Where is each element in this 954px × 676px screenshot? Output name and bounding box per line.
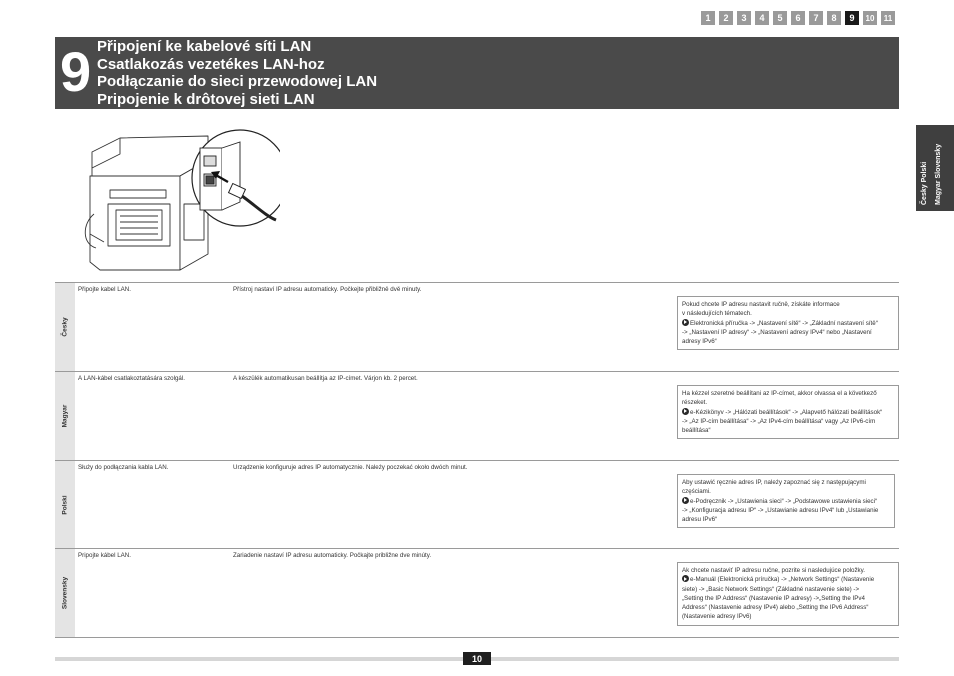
result-text: Urządzenie konfiguruje adres IP automatycznie. Należy poczekać około dwóch minut.	[233, 464, 468, 471]
step-instruction: A LAN-kábel csatlakoztatására szolgál.	[78, 375, 185, 382]
manual-link-icon	[682, 408, 689, 415]
section-czech	[55, 282, 899, 371]
printer-lan-illustration	[80, 124, 280, 274]
step-1[interactable]: 1	[701, 11, 715, 25]
step-2[interactable]: 2	[719, 11, 733, 25]
step-number: 9	[60, 40, 92, 103]
manual-link-icon	[682, 575, 689, 582]
step-instruction: Pripojte kábel LAN.	[78, 552, 131, 559]
section-polish	[55, 460, 899, 548]
title-hungarian: Csatlakozás vezetékes LAN-hoz	[97, 55, 325, 73]
step-6[interactable]: 6	[791, 11, 805, 25]
section-header	[55, 37, 899, 109]
step-instruction: Służy do podłączania kabla LAN.	[78, 464, 169, 471]
section-label: Magyar	[55, 372, 75, 460]
language-tab	[916, 125, 954, 211]
section-label: Slovensky	[55, 549, 75, 637]
language-tab-label-2: Magyar Slovensky	[935, 143, 942, 205]
note-box: Ha kézzel szeretné beállítani az IP-címet, akkor olvassa el a következő részeket. e-Kézikönyv -> „Hálózati beállítások“ -> „Alapvető hálózati beállítások“ -> „Az IP-cím beállítása“ -> „Az IPv4-cím beállítása“ vagy „Az IPv6-cím beállítása“	[677, 385, 899, 439]
title-slovak: Pripojenie k drôtovej sieti LAN	[97, 90, 315, 108]
step-4[interactable]: 4	[755, 11, 769, 25]
step-9-current[interactable]: 9	[845, 11, 859, 25]
page-number: 10	[463, 652, 491, 665]
note-box: Aby ustawić ręcznie adres IP, należy zapoznać się z następującymi częściami. e-Podręcznik -> „Ustawienia sieci“ -> „Podstawowe ustawienia sieci“ -> „Konfiguracja adresu IP“ -> „Ustawianie adresu IPv4“ lub „Ustawianie adresu IPv6“	[677, 474, 895, 528]
step-navigation	[701, 11, 895, 25]
step-7[interactable]: 7	[809, 11, 823, 25]
section-label: Polski	[55, 461, 75, 548]
result-text: A készülék automatikusan beállítja az IP-címet. Várjon kb. 2 percet.	[233, 375, 418, 382]
step-instruction: Připojte kabel LAN.	[78, 286, 131, 293]
note-box: Ak chcete nastaviť IP adresu ručne, pozrite si nasledujúce položky. e-Manuál (Elektronická príručka) -> „Network Settings“ (Nastavenie siete) -> „Basic Network Settings“ (Základné nastavenie siete) -> „Setting the IP Address“ (Nastavenie IP adresy) ->„Setting the IPv4 Address“ (Nastavenie adresy IPv4) alebo „Setting the IPv6 Address“ (Nastavenie adresy IPv6)	[677, 562, 899, 626]
result-text: Přístroj nastaví IP adresu automaticky. Počkejte přibližně dvě minuty.	[233, 286, 422, 293]
manual-link-icon	[682, 497, 689, 504]
section-hungarian	[55, 371, 899, 460]
title-polish: Podłączanie do sieci przewodowej LAN	[97, 73, 378, 90]
section-label: Česky	[55, 283, 75, 371]
step-3[interactable]: 3	[737, 11, 751, 25]
title-czech: Připojení ke kabelové síti LAN	[97, 38, 312, 55]
step-8[interactable]: 8	[827, 11, 841, 25]
result-text: Zariadenie nastaví IP adresu automaticky. Počkajte približne dve minúty.	[233, 552, 432, 559]
manual-link-icon	[682, 319, 689, 326]
step-11[interactable]: 11	[881, 11, 895, 25]
note-box: Pokud chcete IP adresu nastavit ručně, získáte informace v následujících tématech. Elektronická příručka -> „Nastavení sítě“ -> „Základní nastavení sítě“ -> „Nastavení IP adresy“ -> „Nastavení adresy IPv4“ nebo „Nastavení adresy IPv6“	[677, 296, 899, 350]
language-tab-label-1: Česky Polski	[921, 161, 928, 205]
section-slovak	[55, 548, 899, 638]
step-5[interactable]: 5	[773, 11, 787, 25]
header-titles	[97, 38, 377, 108]
step-10[interactable]: 10	[863, 11, 877, 25]
